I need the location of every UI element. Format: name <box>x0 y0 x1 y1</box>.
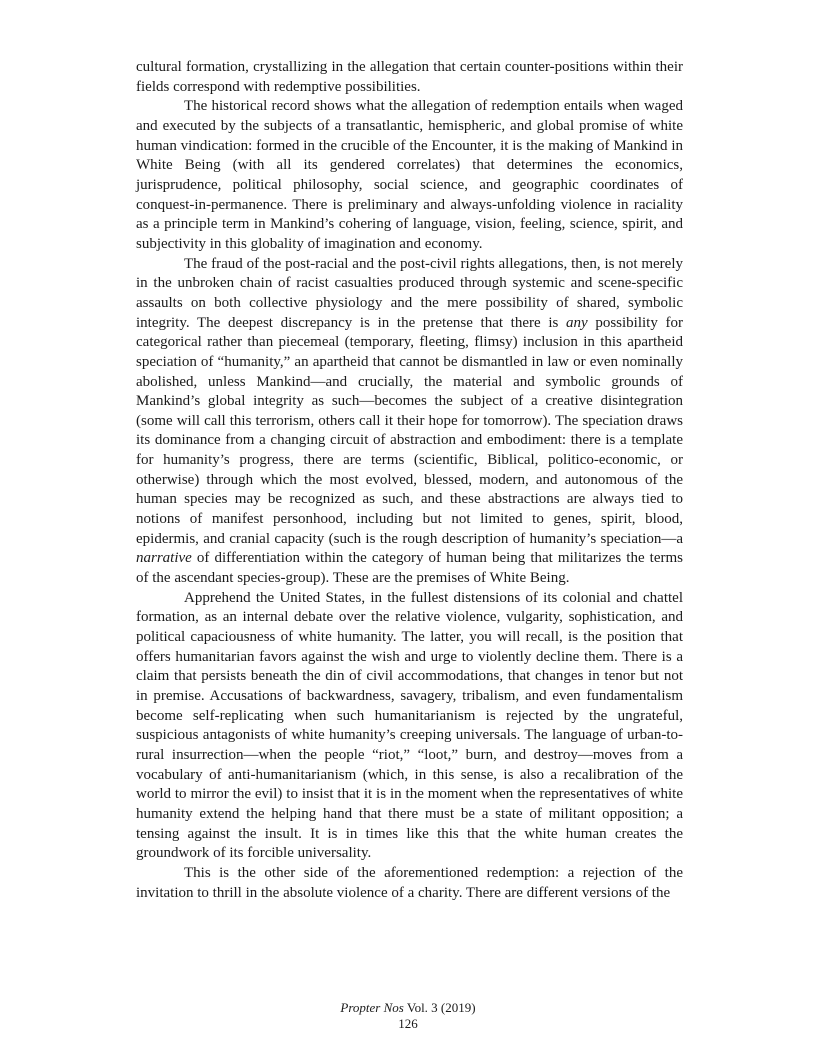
paragraph-3-text-c: of differentiation within the category of human being that militarizes the terms of the ascendant species-group). These are the premises of White Being. <box>136 550 683 587</box>
paragraph-2-text: The historical record shows what the allegation of redemption entails when waged and executed by the subjects of a transatlantic, hemispheric, and global promise of white human vindication: formed in the crucible of the Encounter, it is the making of Mankind in White Being (with all its gendered correlates) that determines the economics, jurisprudence, political philosophy, social science, and geographic coordinates of conquest-in-permanence. There is preliminary and always-unfolding violence in raciality as a principle term in Mankind’s cohering of language, vision, feeling, science, spirit, and subjectivity in this globality of imagination and economy. <box>136 98 683 252</box>
paragraph-4-text: Apprehend the United States, in the fullest distensions of its colonial and chattel formation, as an internal debate over the relative violence, vulgarity, sophistication, and political capaciousness of white humanity. The latter, you will recall, is the position that offers humanitarian favors against the wish and urge to violently decline them. There is a claim that persists beneath the din of civil accommodations, that changes in tenor but not in premise. Accusations of backwardness, savagery, tribalism, and even fundamentalism become self-replicating when such humanitarianism is rejected by the ungrateful, suspicious antagonists of white humanity’s creeping universals. The language of urban-to-rural insurrection—when the people “riot,” “loot,” burn, and destroy—moves from a vocabulary of anti-humanitarianism (which, in this sense, is also a recalibration of the world to mirror the evil) to insist that it is in the moment when the representatives of white humanity extend the helping hand that there must be a state of militant opposition; a tensing against the insult. It is in times like this that the white human creates the groundwork of its forcible universality. <box>136 589 683 862</box>
paragraph-3-text-a: The fraud of the post-racial and the post-civil rights allegations, then, is not merely in the unbroken chain of racist casualties produced through systemic and scene-specific assaults on both collective physiology and the mere possibility of shared, symbolic integrity. The deepest discrepancy is in the pretense that there is <box>136 255 683 331</box>
journal-citation <box>0 1000 816 1016</box>
emphasis-any: any <box>566 314 588 331</box>
paragraph-5-text: This is the other side of the aforementioned redemption: a rejection of the invitation to thrill in the absolute violence of a charity. There are different versions of the <box>136 864 683 901</box>
paragraph-5 <box>136 864 683 903</box>
paragraph-4 <box>136 589 683 864</box>
paragraph-2 <box>136 97 683 254</box>
emphasis-narrative: narrative <box>136 550 192 567</box>
page-number: 126 <box>398 1016 418 1031</box>
journal-name: Propter Nos <box>340 1000 404 1015</box>
journal-volume: Vol. 3 (2019) <box>406 1000 476 1015</box>
paragraph-1-text: cultural formation, crystallizing in the allegation that certain counter-positions within their fields correspond with redemptive possibilities. <box>136 59 683 95</box>
paragraph-3-text-b: possibility for categorical rather than piecemeal (temporary, fleeting, flimsy) inclusion in this apartheid speciation of “humanity,” an apartheid that cannot be dismantled in law or even nominally abolished, unless Mankind—and crucially, the material and symbolic grounds of Mankind’s global integrity as such—becomes the subject of a creative disintegration (some will call this terrorism, others call it their hope for tomorrow). The speciation draws its dominance from a changing circuit of abstraction and embodiment: there is a template for humanity’s progress, there are terms (scientific, Biblical, politico-economic, or otherwise) through which the most evolved, blessed, modern, and autonomous of the human species may be recognized as such, and these abstractions are always tied to notions of manifest personhood, including but not limited to genes, spirit, blood, epidermis, and cranial capacity (such is the rough description of humanity’s speciation—a <box>136 314 683 547</box>
paragraph-1 <box>136 58 683 97</box>
article-body <box>136 58 683 903</box>
paragraph-3 <box>136 255 683 589</box>
page-footer <box>0 1000 816 1032</box>
